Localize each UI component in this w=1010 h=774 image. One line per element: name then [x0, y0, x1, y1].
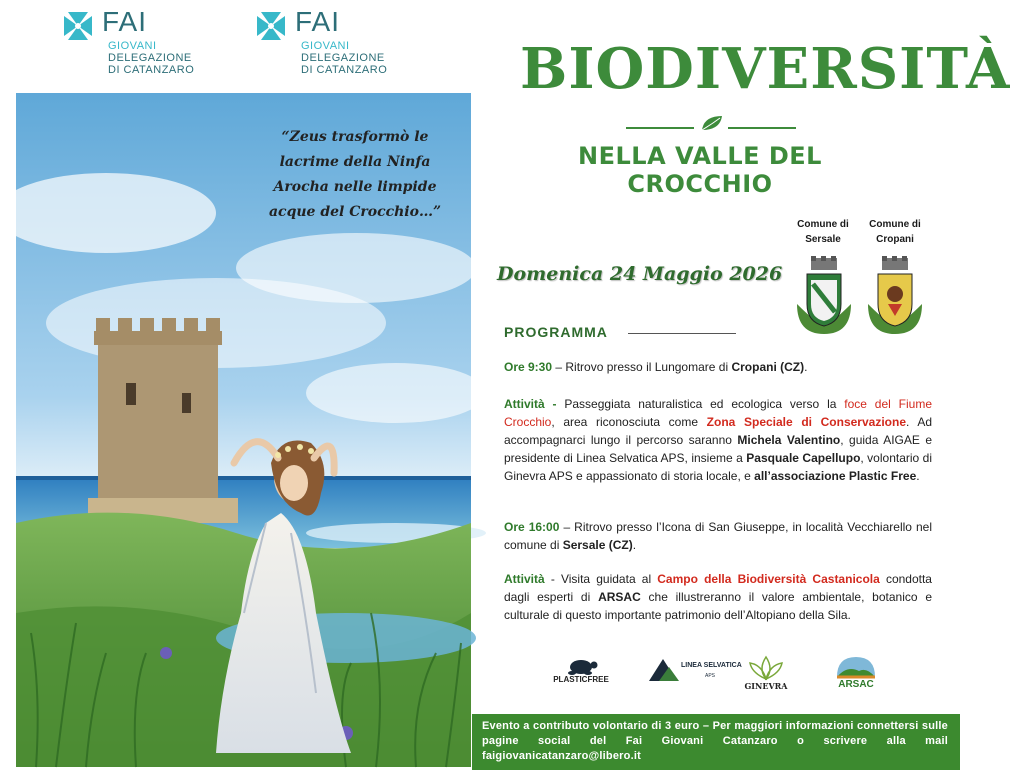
program-afternoon-activity: Attività - Visita guidata al Campo della Biodiversità Castanicola condotta dagli esperti di ARSAC che illustreranno il valore ambientale, botanico e culturale di questo importante patrimonio dell’Altopiano della Sila.: [504, 572, 933, 622]
fai-giovani-logo: [253, 6, 443, 84]
volunteer-name: Pasquale Capellupo: [746, 451, 861, 465]
fai-giovani-logo: [60, 6, 250, 84]
highlight-foce: foce del Fiume Crocchio: [504, 397, 932, 429]
fai-giovani-label: GIOVANI: [108, 40, 157, 52]
activity-label: Attività: [504, 572, 545, 586]
event-title: BIODIVERSITÀ: [520, 36, 1010, 102]
turtle-icon: [564, 655, 598, 675]
fai-delegazione-label: DELEGAZIONE: [301, 52, 385, 64]
ginevra-logo: [740, 655, 792, 695]
time-label: Ore 16:00: [504, 520, 560, 534]
event-date: Domenica 24 Maggio 2026: [497, 263, 783, 285]
mountain-icon: [647, 655, 742, 681]
place-label: Sersale (CZ): [562, 538, 633, 552]
place-label: Cropani (CZ): [731, 360, 805, 374]
leaf-divider-icon: [626, 114, 796, 134]
fai-word: FAI: [102, 6, 148, 37]
fai-delegazione-label: DELEGAZIONE: [108, 52, 192, 64]
program-morning-meeting: Ore 9:30 – Ritrovo presso il Lungomare di Cropani (CZ).: [504, 360, 808, 374]
activity-label: Attività -: [504, 397, 557, 411]
landscape-icon: [833, 655, 879, 679]
partner-name: PLASTICFREE: [553, 675, 609, 684]
fai-catanzaro-label: DI CATANZARO: [108, 64, 195, 76]
event-subtitle: NELLA VALLE DEL CROCCHIO: [578, 142, 822, 198]
partner-name: GINEVRA: [744, 681, 788, 691]
arsac-name: ARSAC: [598, 590, 641, 604]
mythology-quote: “Zeus trasformò le lacrime della Ninfa Arocha nelle limpide acque del Crocchio…”: [268, 129, 442, 220]
sersale-crest-icon: [793, 256, 855, 336]
time-label: Ore 9:30: [504, 360, 553, 374]
cropani-crest-icon: [864, 256, 926, 336]
fai-catanzaro-label: DI CATANZARO: [301, 64, 388, 76]
program-morning-activity: Attività - Passeggiata naturalistica ed ecologica verso la foce del Fiume Crocchio, area riconosciuta come Zona Speciale di Conservazione. Ad accompagnarci lungo il percorso saranno Michela Valentino, guida AIGAE e presidente di Linea Selvatica APS, insieme a Pasquale Capellupo, volontario di Ginevra APS e appassionato di storia locale, e all’associazione Plastic Free.: [504, 397, 933, 483]
fai-mark-icon: [60, 8, 96, 44]
partner-sub: APS: [705, 673, 716, 679]
programma-rule: [628, 333, 736, 334]
program-afternoon-meeting: Ore 16:00 – Ritrovo presso l’Icona di San Giuseppe, in località Vecchiarello nel comune di Sersale (CZ).: [504, 520, 932, 552]
footer-info: Evento a contributo volontario di 3 euro – Per maggiori informazioni connettersi sulle pagine social del Fai Giovani Catanzaro o scrivere alla mail faigiovanicatanzaro@libero.it: [472, 714, 960, 770]
highlight-campo: Campo della Biodiversità Castanicola: [657, 572, 880, 586]
association-name: all’associazione Plastic Free: [754, 469, 917, 483]
comune-cropani-label: Comune di Cropani: [869, 219, 921, 245]
linea-selvatica-logo: [646, 655, 742, 695]
highlight-zsc: Zona Speciale di Conservazione: [706, 415, 906, 429]
fai-giovani-label: GIOVANI: [301, 40, 350, 52]
plasticfree-logo: [548, 655, 614, 695]
comune-sersale-label: Comune di Sersale: [797, 219, 849, 245]
arsac-logo: [826, 655, 886, 695]
programma-heading: PROGRAMMA: [504, 324, 608, 340]
partner-name: LINEA SELVATICA: [681, 662, 742, 669]
lotus-icon: [746, 655, 786, 681]
partner-name: ARSAC: [838, 679, 874, 690]
fai-mark-icon: [253, 8, 289, 44]
fai-word: FAI: [295, 6, 341, 37]
guide-name: Michela Valentino: [737, 433, 841, 447]
